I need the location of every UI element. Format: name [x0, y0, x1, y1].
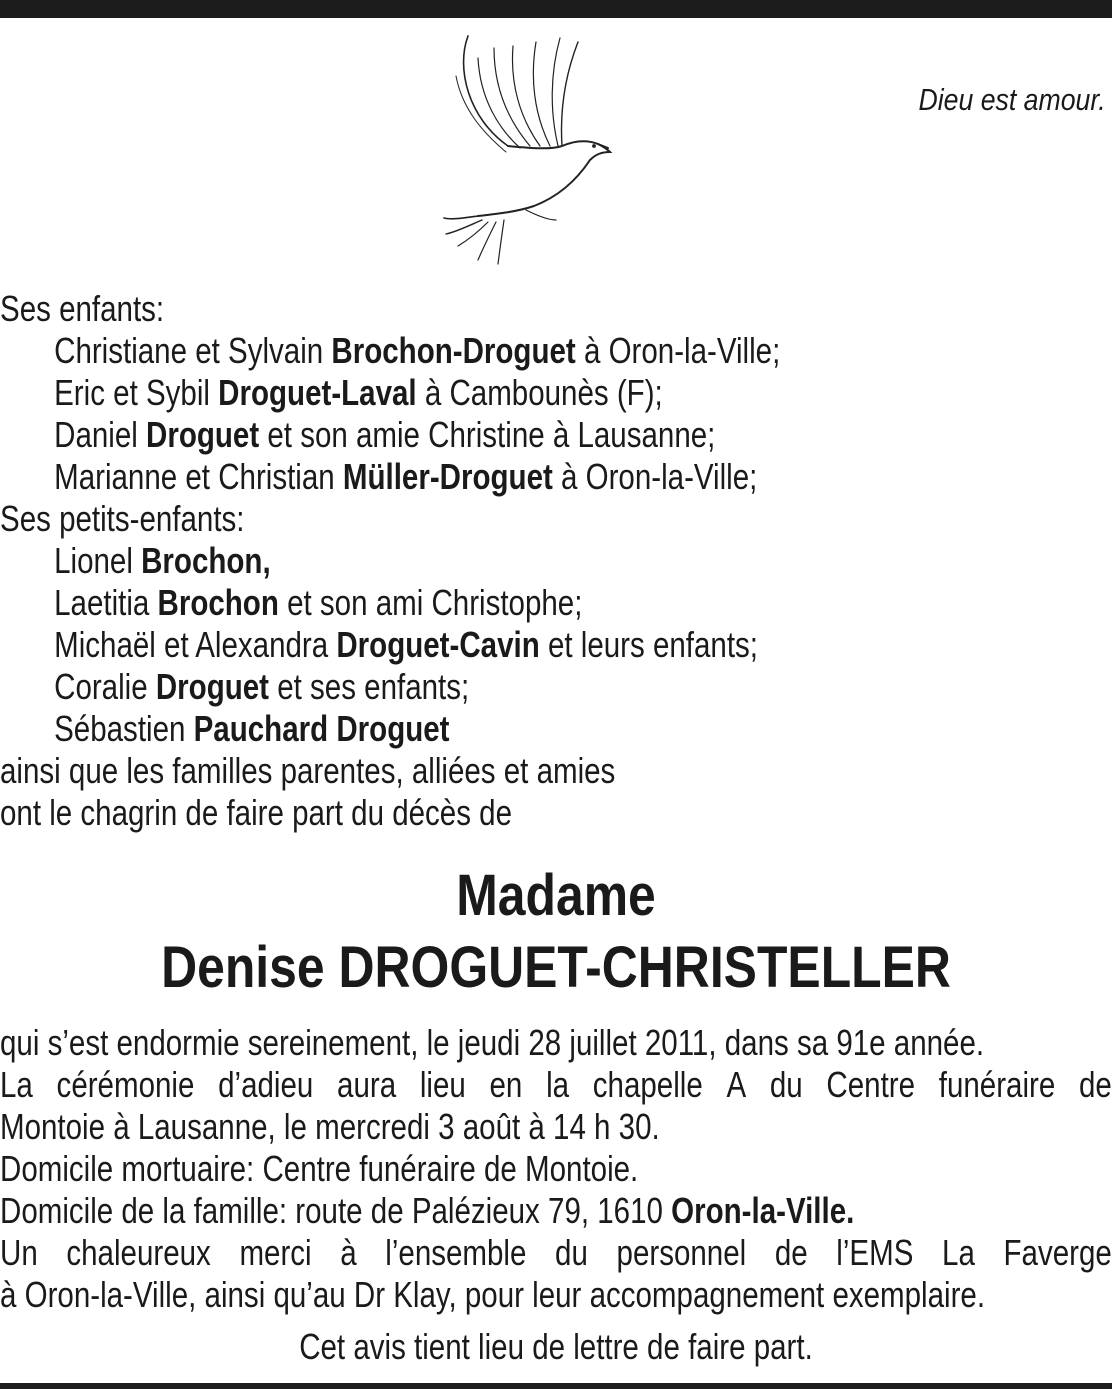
word: en	[489, 1064, 523, 1105]
list-item: Laetitia Brochon et son ami Christophe;	[54, 582, 583, 623]
word: lieu	[419, 1064, 466, 1105]
word: funéraire	[938, 1064, 1056, 1105]
word: cérémonie	[56, 1064, 195, 1105]
word: l’ensemble	[385, 1232, 527, 1273]
word: du	[555, 1232, 588, 1273]
word: chapelle	[592, 1064, 703, 1105]
bottom-rule	[0, 1383, 1112, 1389]
list-item: Sébastien Pauchard Droguet	[54, 708, 450, 749]
word: d’adieu	[218, 1064, 314, 1105]
motto: Dieu est amour.	[918, 82, 1106, 117]
list-item: Daniel Droguet et son amie Christine à Lausanne;	[54, 414, 716, 455]
word: à	[340, 1232, 357, 1273]
intro-line: ont le chagrin de faire part du décès de	[0, 792, 513, 833]
word: Centre	[826, 1064, 916, 1105]
word: Faverge	[1003, 1232, 1112, 1273]
word: merci	[239, 1232, 312, 1273]
intro-line: ainsi que les familles parentes, alliées et amies	[0, 750, 616, 791]
list-item: Eric et Sybil Droguet-Laval à Cambounès (F);	[54, 372, 663, 413]
list-item: Lionel Brochon,	[54, 540, 271, 581]
detail-line: Domicile mortuaire: Centre funéraire de Montoie.	[0, 1148, 639, 1189]
detail-line-justified	[0, 1232, 1112, 1274]
word: La	[0, 1064, 33, 1105]
word: l’EMS	[836, 1232, 914, 1273]
dove-icon	[438, 28, 616, 270]
list-item: Coralie Droguet et ses enfants;	[54, 666, 470, 707]
detail-line: qui s’est endormie sereinement, le jeudi 28 juillet 2011, dans sa 91e année.	[0, 1022, 985, 1063]
top-rule	[0, 0, 1112, 18]
list-item: Marianne et Christian Müller-Droguet à Oron-la-Ville;	[54, 456, 758, 497]
word: La	[942, 1232, 975, 1273]
deceased-salutation: Madame	[456, 863, 656, 928]
word: de	[774, 1232, 808, 1273]
grandchildren-heading: Ses petits-enfants:	[0, 498, 245, 539]
word: aura	[337, 1064, 397, 1105]
detail-line: à Oron-la-Ville, ainsi qu’au Dr Klay, pour leur accompagnement exemplaire.	[0, 1274, 986, 1315]
children-heading: Ses enfants:	[0, 288, 165, 329]
detail-line: Montoie à Lausanne, le mercredi 3 août à 14 h 30.	[0, 1106, 660, 1147]
list-item: Michaël et Alexandra Droguet-Cavin et leurs enfants;	[54, 624, 758, 665]
word: chaleureux	[66, 1232, 211, 1273]
word: de	[1078, 1064, 1112, 1105]
word: du	[769, 1064, 803, 1105]
word: Un	[0, 1232, 38, 1273]
deceased-name: Denise DROGUET-CHRISTELLER	[161, 935, 951, 1000]
word: personnel	[616, 1232, 747, 1273]
list-item: Christiane et Sylvain Brochon-Droguet à Oron-la-Ville;	[54, 330, 781, 371]
detail-line: Domicile de la famille: route de Palézieux 79, 1610 Oron-la-Ville.	[0, 1190, 855, 1231]
word: A	[726, 1064, 747, 1105]
word: la	[546, 1064, 570, 1105]
detail-line-justified	[0, 1064, 1112, 1106]
notice-body	[0, 288, 1112, 1368]
footer-note: Cet avis tient lieu de lettre de faire part.	[299, 1326, 813, 1367]
